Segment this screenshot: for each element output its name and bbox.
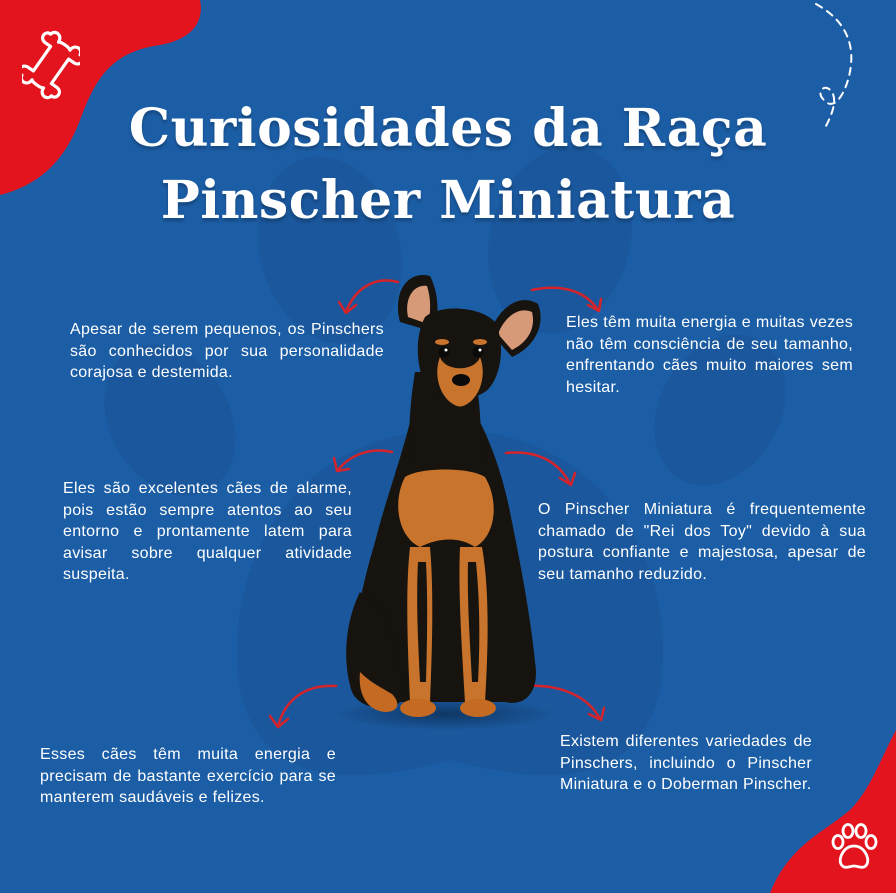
bone-icon xyxy=(22,30,80,100)
paw-icon xyxy=(830,822,880,874)
fact-king-of-toys: O Pinscher Miniatura é frequentemente chamado de "Rei dos Toy" devido à sua postura confiante e majestosa, apesar de seu tamanho reduzido. xyxy=(538,501,866,583)
title-line-1: Curiosidades da Raça xyxy=(128,98,768,159)
fact-brave-personality: Apesar de serem pequenos, os Pinschers são conhecidos por sua personalidade corajosa e destemida. xyxy=(70,321,384,381)
title-line-2: Pinscher Miniatura xyxy=(160,170,736,231)
fact-high-energy-fearless: Eles têm muita energia e muitas vezes não têm consciência de seu tamanho, enfrentando cães muito maiores sem hesitar. xyxy=(566,314,853,396)
fact-exercise-needs: Esses cães têm muita energia e precisam de bastante exercício para se manterem saudáveis e felizes. xyxy=(40,746,336,806)
fact-varieties: Existem diferentes variedades de Pinschers, incluindo o Pinscher Miniatura e o Doberman Pinscher. xyxy=(560,733,812,793)
fact-alarm-dogs: Eles são excelentes cães de alarme, pois estão sempre atentos ao seu entorno e prontamente latem para avisar sobre qualquer atividade suspeita. xyxy=(63,480,352,583)
